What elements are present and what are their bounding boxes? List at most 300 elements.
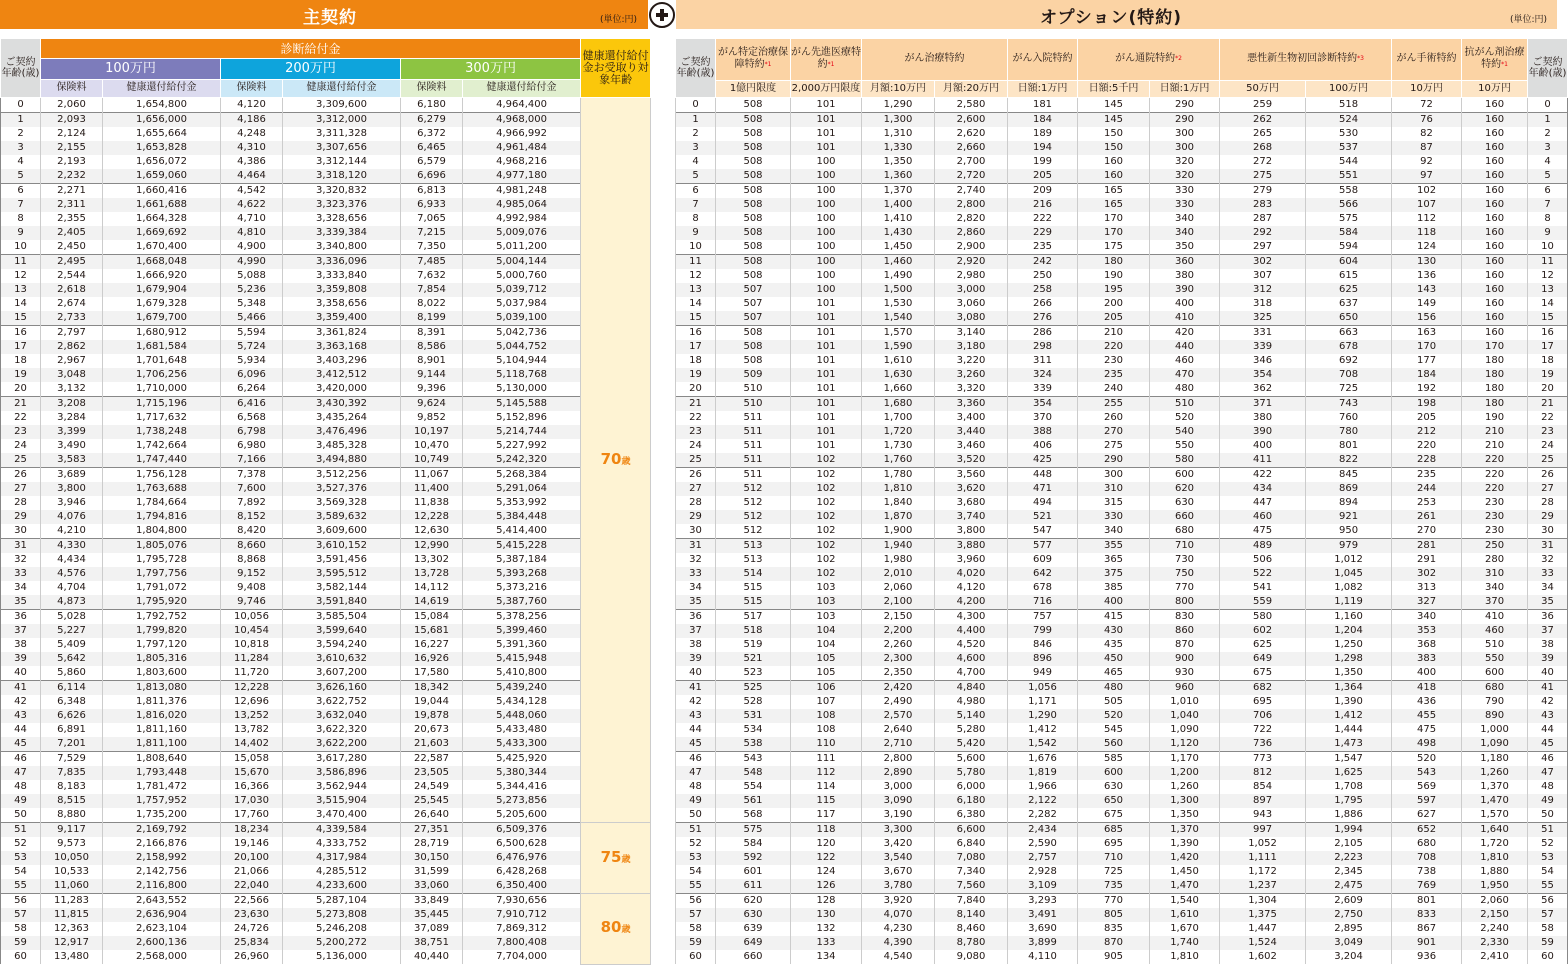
table-row — [1, 311, 651, 326]
value-cell: 1,795 — [1306, 794, 1392, 808]
value-cell: 5,039,100 — [463, 311, 581, 326]
value-cell: 600 — [1462, 666, 1528, 681]
value-cell: 4,964,400 — [463, 98, 581, 113]
value-cell: 10,533 — [41, 865, 103, 879]
value-cell: 2,895 — [1306, 922, 1392, 936]
value-cell: 12,990 — [401, 539, 463, 554]
value-cell: 4,600 — [935, 652, 1008, 666]
value-cell: 5,287,104 — [283, 894, 401, 909]
value-cell: 1,811,160 — [103, 723, 221, 737]
value-cell: 494 — [1008, 496, 1078, 510]
value-cell: 6,096 — [221, 368, 283, 382]
value-cell: 1,310 — [862, 127, 935, 141]
age-cell: 0 — [676, 98, 716, 113]
value-cell: 471 — [1008, 482, 1078, 496]
value-cell: 9,144 — [401, 368, 463, 382]
value-cell: 35,445 — [401, 908, 463, 922]
age-cell: 39 — [676, 652, 716, 666]
value-cell: 8,868 — [221, 553, 283, 567]
value-cell: 538 — [716, 737, 791, 752]
value-cell: 27,351 — [401, 823, 463, 838]
table-row — [1, 98, 651, 113]
table-row — [1, 922, 651, 936]
value-cell: 548 — [716, 766, 791, 780]
table-row — [676, 595, 1568, 610]
value-cell: 2,490 — [862, 695, 935, 709]
table-row — [676, 397, 1568, 412]
value-cell: 1,666,920 — [103, 269, 221, 283]
value-cell: 291 — [1392, 553, 1462, 567]
age-cell: 20 — [1, 382, 41, 397]
value-cell: 17,580 — [401, 666, 463, 681]
value-cell: 136 — [1392, 269, 1462, 283]
value-cell: 1,720 — [1462, 837, 1528, 851]
age-cell: 53 — [1, 851, 41, 865]
value-cell: 508 — [716, 141, 791, 155]
table-row — [1, 638, 651, 652]
value-cell: 2,010 — [862, 567, 935, 581]
value-cell: 160 — [1462, 141, 1528, 155]
value-cell: 6,509,376 — [463, 823, 581, 838]
value-cell: 4,520 — [935, 638, 1008, 652]
value-cell: 5,227,992 — [463, 439, 581, 453]
value-cell: 205 — [1008, 169, 1078, 184]
value-cell: 6,500,628 — [463, 837, 581, 851]
table-row — [1, 425, 651, 439]
age-cell: 26 — [1, 468, 41, 483]
value-cell: 5,044,752 — [463, 340, 581, 354]
value-cell: 33,060 — [401, 879, 463, 894]
value-cell: 2,568,000 — [103, 950, 221, 964]
value-cell: 3,562,944 — [283, 780, 401, 794]
age-cell: 4 — [1, 155, 41, 169]
value-cell: 100 — [791, 198, 862, 212]
age-cell-right: 42 — [1528, 695, 1568, 709]
value-cell: 180 — [1462, 382, 1528, 397]
value-cell: 5,145,588 — [463, 397, 581, 412]
value-cell: 302 — [1220, 255, 1306, 270]
value-cell: 2,797 — [41, 326, 103, 341]
value-cell: 2,240 — [1462, 922, 1528, 936]
value-cell: 870 — [1078, 936, 1150, 950]
amount-header-300: 300万円 — [401, 59, 581, 79]
value-cell: 1,260 — [1150, 780, 1220, 794]
table-row — [676, 737, 1568, 752]
value-cell: 3,180 — [935, 340, 1008, 354]
value-cell: 521 — [716, 652, 791, 666]
footnote-mark: *2 — [1175, 55, 1182, 63]
option-sub-header: 日額:5千円 — [1078, 80, 1150, 97]
value-cell: 2,311 — [41, 198, 103, 212]
value-cell: 675 — [1078, 808, 1150, 823]
value-cell: 507 — [716, 283, 791, 297]
value-cell: 2,124 — [41, 127, 103, 141]
value-cell: 2,710 — [862, 737, 935, 752]
value-cell: 3,599,640 — [283, 624, 401, 638]
value-cell: 134 — [791, 950, 862, 964]
value-cell: 160 — [1462, 212, 1528, 226]
table-row — [676, 184, 1568, 199]
value-cell: 3,420 — [862, 837, 935, 851]
value-cell: 511 — [716, 468, 791, 483]
value-cell: 7,632 — [401, 269, 463, 283]
value-cell: 210 — [1078, 326, 1150, 341]
table-row — [1, 269, 651, 283]
value-cell: 1,659,060 — [103, 169, 221, 184]
table-row — [676, 141, 1568, 155]
value-cell: 3,359,808 — [283, 283, 401, 297]
value-cell: 1,400 — [862, 198, 935, 212]
value-cell: 897 — [1220, 794, 1306, 808]
value-cell: 5,384,448 — [463, 510, 581, 524]
value-cell: 949 — [1008, 666, 1078, 681]
value-cell: 38,751 — [401, 936, 463, 950]
value-cell: 102 — [791, 539, 862, 554]
value-cell: 867 — [1392, 922, 1462, 936]
age-cell: 19 — [1, 368, 41, 382]
value-cell: 1,780 — [862, 468, 935, 483]
age-cell: 38 — [1, 638, 41, 652]
value-cell: 3,220 — [935, 354, 1008, 368]
value-cell: 508 — [716, 340, 791, 354]
table-row — [1, 340, 651, 354]
value-cell: 25,545 — [401, 794, 463, 808]
value-cell: 290 — [1078, 453, 1150, 468]
age-cell: 52 — [676, 837, 716, 851]
age-cell: 42 — [1, 695, 41, 709]
value-cell: 518 — [1306, 98, 1392, 113]
value-cell: 1,840 — [862, 496, 935, 510]
option-sub-header: 日額:1万円 — [1008, 80, 1078, 97]
option-header — [676, 0, 1557, 29]
value-cell: 3,399 — [41, 425, 103, 439]
value-cell: 799 — [1008, 624, 1078, 638]
age-cell: 37 — [1, 624, 41, 638]
value-cell: 6,980 — [221, 439, 283, 453]
value-cell: 130 — [1392, 255, 1462, 270]
age-cell: 5 — [676, 169, 716, 184]
value-cell: 177 — [1392, 354, 1462, 368]
table-row — [676, 198, 1568, 212]
value-cell: 1,119 — [1306, 595, 1392, 610]
value-cell: 19,044 — [401, 695, 463, 709]
value-cell: 16,926 — [401, 652, 463, 666]
value-cell: 4,434 — [41, 553, 103, 567]
value-cell: 3,311,328 — [283, 127, 401, 141]
value-cell: 100 — [791, 283, 862, 297]
value-cell: 160 — [1078, 169, 1150, 184]
value-cell: 3,960 — [935, 553, 1008, 567]
value-cell: 510 — [1462, 638, 1528, 652]
value-cell: 122 — [791, 851, 862, 865]
value-cell: 275 — [1220, 169, 1306, 184]
value-cell: 17,760 — [221, 808, 283, 823]
value-cell: 3,363,168 — [283, 340, 401, 354]
table-row — [1, 510, 651, 524]
age-cell-right: 5 — [1528, 169, 1568, 184]
table-row — [1, 539, 651, 554]
value-cell: 1,172 — [1220, 865, 1306, 879]
age-cell: 11 — [1, 255, 41, 270]
value-cell: 1,781,472 — [103, 780, 221, 794]
table-row — [676, 311, 1568, 326]
value-cell: 5,268,384 — [463, 468, 581, 483]
value-cell: 4,968,000 — [463, 113, 581, 128]
table-row — [1, 198, 651, 212]
value-cell: 2,618 — [41, 283, 103, 297]
age-cell: 8 — [1, 212, 41, 226]
age-cell: 60 — [1, 950, 41, 964]
value-cell: 310 — [1078, 482, 1150, 496]
value-cell: 101 — [791, 340, 862, 354]
main-contract-title: 主契約 — [303, 8, 357, 28]
age-cell: 55 — [1, 879, 41, 894]
age-cell: 33 — [1, 567, 41, 581]
value-cell: 198 — [1392, 397, 1462, 412]
value-cell: 16,227 — [401, 638, 463, 652]
value-cell: 5,037,984 — [463, 297, 581, 311]
value-cell: 3,591,840 — [283, 595, 401, 610]
table-row — [1, 127, 651, 141]
age-cell: 53 — [676, 851, 716, 865]
age-cell-right: 23 — [1528, 425, 1568, 439]
age-cell-right: 25 — [1528, 453, 1568, 468]
value-cell: 4,840 — [935, 681, 1008, 696]
value-cell: 163 — [1392, 326, 1462, 341]
value-cell: 1,530 — [862, 297, 935, 311]
value-cell: 101 — [791, 113, 862, 128]
option-column-header — [1008, 39, 1078, 81]
age-cell: 9 — [1, 226, 41, 240]
age-cell-right: 3 — [1528, 141, 1568, 155]
value-cell: 522 — [1220, 567, 1306, 581]
value-cell: 101 — [791, 439, 862, 453]
age-cell: 17 — [676, 340, 716, 354]
value-cell: 1,602 — [1220, 950, 1306, 964]
value-cell: 870 — [1150, 638, 1220, 652]
value-cell: 652 — [1392, 823, 1462, 838]
value-cell: 100 — [791, 212, 862, 226]
value-cell: 145 — [1078, 113, 1150, 128]
value-cell: 560 — [1078, 737, 1150, 752]
value-cell: 4,110 — [1008, 950, 1078, 964]
value-cell: 102 — [791, 482, 862, 496]
age-cell: 23 — [676, 425, 716, 439]
kenko-age-header: 健康還付給付金お受取り対象年齢 — [581, 39, 651, 98]
age-cell: 25 — [1, 453, 41, 468]
value-cell: 3,620 — [935, 482, 1008, 496]
value-cell: 2,060 — [41, 98, 103, 113]
value-cell: 1,747,440 — [103, 453, 221, 468]
age-cell: 46 — [1, 752, 41, 767]
value-cell: 3,109 — [1008, 879, 1078, 894]
value-cell: 3,048 — [41, 368, 103, 382]
age-cell: 54 — [676, 865, 716, 879]
value-cell: 220 — [1462, 453, 1528, 468]
value-cell: 406 — [1008, 439, 1078, 453]
value-cell: 513 — [716, 553, 791, 567]
age-cell: 27 — [676, 482, 716, 496]
value-cell: 950 — [1306, 524, 1392, 539]
value-cell: 244 — [1392, 482, 1462, 496]
table-row — [1, 752, 651, 767]
value-cell: 523 — [716, 666, 791, 681]
value-cell: 205 — [1392, 411, 1462, 425]
value-cell: 1,040 — [1150, 709, 1220, 723]
value-cell: 1,811,100 — [103, 737, 221, 752]
option-column-header — [862, 39, 1008, 81]
value-cell: 2,223 — [1306, 851, 1392, 865]
option-sub-header: 10万円 — [1462, 80, 1528, 97]
value-cell: 575 — [1306, 212, 1392, 226]
value-cell: 7,166 — [221, 453, 283, 468]
value-cell: 2,750 — [1306, 908, 1392, 922]
value-cell: 104 — [791, 624, 862, 638]
value-cell: 156 — [1392, 311, 1462, 326]
value-cell: 270 — [1392, 524, 1462, 539]
value-cell: 2,620 — [935, 127, 1008, 141]
value-cell: 3,300 — [862, 823, 935, 838]
value-cell: 368 — [1392, 638, 1462, 652]
value-cell: 1,045 — [1306, 567, 1392, 581]
value-cell: 229 — [1008, 226, 1078, 240]
table-row — [676, 425, 1568, 439]
age-cell: 56 — [1, 894, 41, 909]
table-row — [676, 510, 1568, 524]
value-cell: 6,840 — [935, 837, 1008, 851]
age-cell-right: 7 — [1528, 198, 1568, 212]
value-cell: 199 — [1008, 155, 1078, 169]
value-cell: 2,920 — [935, 255, 1008, 270]
value-cell: 2,570 — [862, 709, 935, 723]
value-cell: 3,520 — [935, 453, 1008, 468]
value-cell: 3,626,160 — [283, 681, 401, 696]
value-cell: 279 — [1220, 184, 1306, 199]
value-cell: 355 — [1078, 539, 1150, 554]
value-cell: 11,067 — [401, 468, 463, 483]
value-cell: 568 — [716, 808, 791, 823]
value-cell: 115 — [791, 794, 862, 808]
value-cell: 1,811,376 — [103, 695, 221, 709]
value-cell: 385 — [1078, 581, 1150, 595]
value-cell: 3,140 — [935, 326, 1008, 341]
value-cell: 5,028 — [41, 610, 103, 625]
value-cell: 19,878 — [401, 709, 463, 723]
value-cell: 1,742,664 — [103, 439, 221, 453]
value-cell: 678 — [1008, 581, 1078, 595]
age-cell: 39 — [1, 652, 41, 666]
table-row — [1, 624, 651, 638]
age-cell-right: 20 — [1528, 382, 1568, 397]
value-cell: 1,656,072 — [103, 155, 221, 169]
value-cell: 4,300 — [935, 610, 1008, 625]
value-cell: 102 — [791, 567, 862, 581]
value-cell: 8,460 — [935, 922, 1008, 936]
value-cell: 2,967 — [41, 354, 103, 368]
table-row — [1, 326, 651, 341]
value-cell: 2,720 — [935, 169, 1008, 184]
value-cell: 475 — [1220, 524, 1306, 539]
value-cell: 13,728 — [401, 567, 463, 581]
table-row — [676, 624, 1568, 638]
age-cell-right: 31 — [1528, 539, 1568, 554]
age-cell: 45 — [1, 737, 41, 752]
value-cell: 3,090 — [862, 794, 935, 808]
value-cell: 262 — [1220, 113, 1306, 128]
table-row — [676, 169, 1568, 184]
value-cell: 6,696 — [401, 169, 463, 184]
value-cell: 601 — [716, 865, 791, 879]
table-row — [676, 709, 1568, 723]
age-cell: 11 — [676, 255, 716, 270]
value-cell: 460 — [1150, 354, 1220, 368]
table-row — [676, 297, 1568, 311]
value-cell: 160 — [1462, 269, 1528, 283]
table-row — [676, 681, 1568, 696]
value-cell: 2,660 — [935, 141, 1008, 155]
value-cell: 508 — [716, 113, 791, 128]
table-row — [1, 368, 651, 382]
value-cell: 540 — [1150, 425, 1220, 439]
value-cell: 5,227 — [41, 624, 103, 638]
value-cell: 3,284 — [41, 411, 103, 425]
table-row — [676, 240, 1568, 255]
value-cell: 30,150 — [401, 851, 463, 865]
value-cell: 7,835 — [41, 766, 103, 780]
value-cell: 340 — [1150, 212, 1220, 226]
value-cell: 15,670 — [221, 766, 283, 780]
value-cell: 100 — [791, 169, 862, 184]
unit-label-main: (単位:円) — [600, 15, 638, 25]
value-cell: 4,330 — [41, 539, 103, 554]
value-cell: 1,540 — [862, 311, 935, 326]
age-cell: 59 — [676, 936, 716, 950]
value-cell: 1,679,904 — [103, 283, 221, 297]
value-cell: 1,676 — [1008, 752, 1078, 767]
value-cell: 415 — [1078, 610, 1150, 625]
age-cell: 24 — [676, 439, 716, 453]
age-cell: 34 — [1, 581, 41, 595]
value-cell: 160 — [1462, 113, 1528, 128]
value-cell: 5,391,360 — [463, 638, 581, 652]
value-cell: 7,930,656 — [463, 894, 581, 909]
value-cell: 2,150 — [862, 610, 935, 625]
value-cell: 228 — [1392, 453, 1462, 468]
value-cell: 1,808,640 — [103, 752, 221, 767]
value-cell: 11,400 — [401, 482, 463, 496]
premium-header: 保険料 — [401, 79, 463, 97]
value-cell: 1,360 — [862, 169, 935, 184]
value-cell: 3,527,376 — [283, 482, 401, 496]
value-cell: 103 — [791, 595, 862, 610]
value-cell: 101 — [791, 326, 862, 341]
value-cell: 890 — [1462, 709, 1528, 723]
value-cell: 5,011,200 — [463, 240, 581, 255]
value-cell: 2,166,876 — [103, 837, 221, 851]
value-cell: 520 — [1150, 411, 1220, 425]
value-cell: 13,252 — [221, 709, 283, 723]
table-row — [676, 496, 1568, 510]
table-row — [676, 553, 1568, 567]
value-cell: 4,961,484 — [463, 141, 581, 155]
age-cell: 26 — [676, 468, 716, 483]
value-cell: 22,566 — [221, 894, 283, 909]
unit-label-option: (単位:円) — [1509, 15, 1547, 25]
value-cell: 4,900 — [221, 240, 283, 255]
value-cell: 2,193 — [41, 155, 103, 169]
value-cell: 5,387,760 — [463, 595, 581, 610]
option-column-header — [791, 39, 862, 81]
